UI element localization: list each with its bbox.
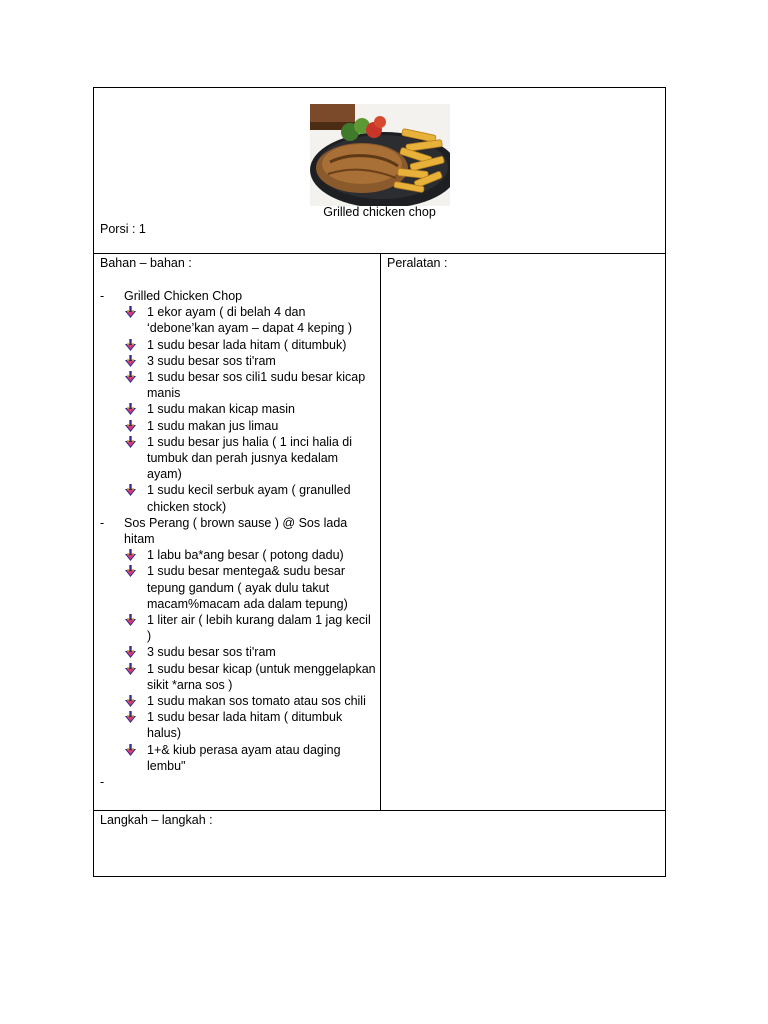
steps-cell (94, 811, 665, 878)
arrow-down-bullet-icon (125, 614, 136, 626)
list-item (100, 563, 376, 612)
ingredient-text: 1 sudu besar lada hitam ( ditumbuk) (147, 337, 347, 352)
dish-photo (310, 104, 450, 206)
arrow-down-bullet-icon (125, 355, 136, 367)
list-item (100, 709, 376, 741)
ingredient-section (100, 288, 376, 304)
ingredient-text: 1 labu ba*ang besar ( potong dadu) (147, 548, 344, 563)
ingredient-items (100, 304, 376, 515)
ingredient-text: 1 sudu makan sos tomato atau sos chili (147, 694, 366, 709)
header-cell (94, 88, 665, 254)
langkah-heading: Langkah – langkah : (100, 813, 213, 827)
arrow-down-bullet-icon (125, 549, 136, 561)
list-item (100, 742, 376, 774)
arrow-down-bullet-icon (125, 420, 136, 432)
ingredient-text: 3 sudu besar sos ti'ram (147, 353, 276, 368)
section-title: Sos Perang ( brown sause ) @ Sos lada hitam (124, 515, 348, 547)
section-dash: - (100, 515, 105, 530)
peralatan-heading: Peralatan : (387, 256, 448, 270)
arrow-down-bullet-icon (125, 339, 136, 351)
list-item (100, 482, 376, 514)
ingredient-text: 1 sudu besar kicap (untuk menggelapkan sikit *arna sos ) (147, 661, 376, 692)
arrow-down-bullet-icon (125, 565, 136, 577)
bahan-heading: Bahan – bahan : (100, 256, 192, 270)
trailing-dash: - (100, 775, 105, 790)
arrow-down-bullet-icon (125, 646, 136, 658)
ingredient-text: 1 sudu makan kicap masin (147, 402, 295, 417)
ingredient-text: 1 sudu kecil serbuk ayam ( granulled chicken stock) (147, 483, 351, 514)
ingredient-text: 1 liter air ( lebih kurang dalam 1 jag kecil ) (147, 613, 371, 644)
ingredient-text: 1 sudu besar mentega& sudu besar tepung gandum ( ayak dulu takut macam%macam ada dalam tepung) (147, 564, 348, 611)
list-item (100, 401, 376, 417)
ingredients-column (94, 254, 381, 810)
arrow-down-bullet-icon (125, 484, 136, 496)
list-item (100, 693, 376, 709)
ingredient-text: 1 ekor ayam ( di belah 4 dan ‘debone’kan ayam – dapat 4 keping ) (147, 305, 353, 336)
arrow-down-bullet-icon (125, 663, 136, 675)
arrow-down-bullet-icon (125, 306, 136, 318)
equipment-column (381, 254, 667, 810)
list-item (100, 612, 376, 644)
arrow-down-bullet-icon (125, 436, 136, 448)
ingredient-text: 1 sudu besar lada hitam ( ditumbuk halus) (147, 710, 343, 741)
ingredients-row (94, 254, 665, 811)
list-item (100, 661, 376, 693)
arrow-down-bullet-icon (125, 744, 136, 756)
ingredient-text: 1 sudu besar sos cili1 sudu besar kicap manis (147, 370, 366, 401)
ingredient-list (100, 288, 376, 790)
list-item (100, 644, 376, 660)
section-title: Grilled Chicken Chop (124, 289, 243, 303)
list-item (100, 337, 376, 353)
arrow-down-bullet-icon (125, 695, 136, 707)
list-item (100, 547, 376, 563)
dish-caption: Grilled chicken chop (323, 205, 436, 219)
ingredient-text: 1+& kiub perasa ayam atau daging lembu" (147, 742, 341, 773)
ingredient-section (100, 515, 376, 547)
arrow-down-bullet-icon (125, 403, 136, 415)
ingredient-text: 1 sudu makan jus limau (147, 418, 279, 433)
list-item (100, 304, 376, 336)
list-item (100, 418, 376, 434)
section-dash: - (100, 289, 105, 303)
list-item (100, 434, 376, 483)
arrow-down-bullet-icon (125, 371, 136, 383)
recipe-sheet (93, 87, 666, 877)
arrow-down-bullet-icon (125, 711, 136, 723)
ingredient-text: 3 sudu besar sos ti'ram (147, 645, 276, 660)
ingredient-text: 1 sudu besar jus halia ( 1 inci halia di tumbuk dan perah jusnya kedalam ayam) (147, 434, 352, 482)
portion-label: Porsi : 1 (100, 222, 146, 236)
list-item (100, 353, 376, 369)
list-item (100, 369, 376, 401)
ingredient-items (100, 547, 376, 774)
